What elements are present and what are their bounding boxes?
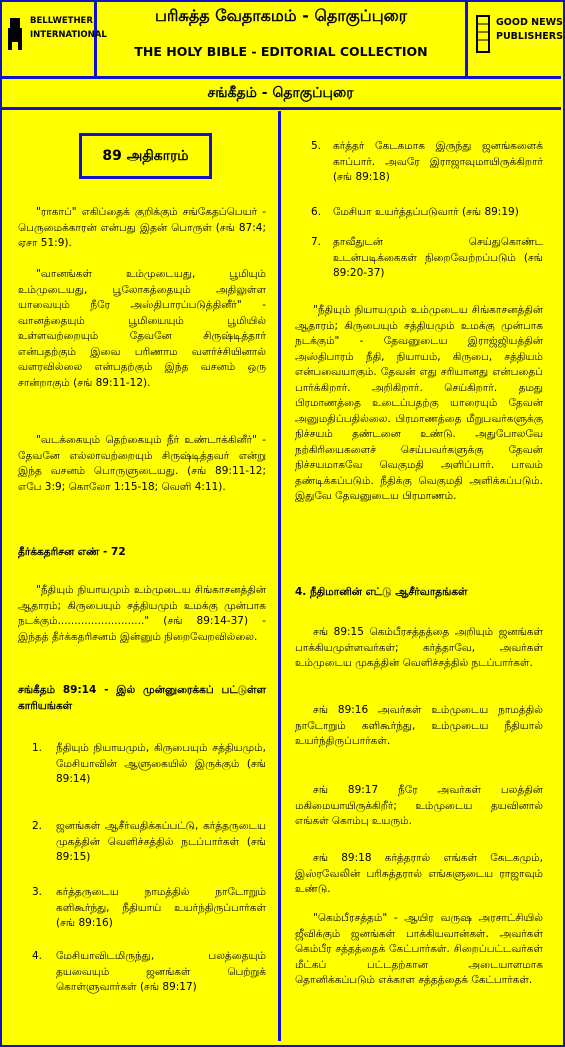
left-paragraph-1: "ராகாப்" எகிப்தைக் குறிக்கும் சங்கேதப்பெயர் - பெருமைக்காரன் என்பது இதன் பொருள் (சங் 87:4; ஏசா 51:9). xyxy=(18,206,266,249)
item-6-number: 6. xyxy=(311,206,322,218)
item-1-number: 1. xyxy=(32,742,43,754)
logo-left-line2: INTERNATIONAL xyxy=(30,30,107,40)
item-3-number: 3. xyxy=(32,886,43,898)
item-4-number: 4. xyxy=(32,950,43,962)
header xyxy=(0,0,561,79)
item-7-number: 7. xyxy=(311,236,322,248)
logo-left-line1: BELLWETHER xyxy=(30,16,93,26)
item-6-text: மேசியா உயர்த்தப்படுவார் (சங் 89:19) xyxy=(333,206,519,218)
logo-right-line2: PUBLISHERS xyxy=(496,31,563,42)
chapter-box: 89 அதிகாரம் xyxy=(79,133,212,179)
right-paragraph-kembeera: "கெம்பீரசத்தம்" - ஆயிர வருஷ அரசாட்சியில் ஜீவிக்கும் ஜனங்கள் பாக்கியவான்கள். அவர்கள் கெம்பீர சத்தத்தைக் கேட்பார்கள். சிறைப்பட்டவர்கள் மீட்கப் பட்டதற்கான அடையாளமாக தொனிக்கப்படும் எக்காள சத்தத்தைக் கேட்பார்கள். xyxy=(295,912,543,986)
header-title: பரிசுத்த வேதாகமம் - தொகுப்புரை xyxy=(154,6,408,25)
verse-89-15: சங் 89:15 கெம்பீரசத்தத்தை அறியும் ஜனங்கள் பாக்கியமுள்ளவர்கள்; கர்த்தாவே, அவர்கள் உம்முடைய முகத்தின் வெளிச்சத்தில் நடப்பார்கள். xyxy=(295,626,543,669)
item-2-text: ஜனங்கள் ஆசீர்வதிக்கப்பட்டு, கர்த்தருடைய முகத்தின் வெளிச்சத்தில் நடப்பார்கள் (சங் 89:15) xyxy=(56,820,266,863)
left-column xyxy=(4,111,281,1041)
bellwether-logo xyxy=(0,0,107,76)
item-1-text: நீதியும் நியாயமும், கிருபையும் சத்தியமும், மேசியாவின் ஆளுகையில் இருக்கும் (சங் 89:14) xyxy=(56,742,266,785)
verse-89-17: சங் 89:17 நீரே அவர்கள் பலத்தின் மகிமையாயிருக்கிறீர்; உம்முடைய தயவினால் எங்கள் கொம்பு உயரும். xyxy=(295,784,543,827)
section-title: சங்கீதம் - தொகுப்புரை xyxy=(0,79,561,110)
scroll-figure-icon xyxy=(474,12,494,56)
header-subtitle: THE HOLY BIBLE - EDITORIAL COLLECTION xyxy=(134,44,428,59)
blessings-heading: 4. நீதிமானின் எட்டு ஆசீர்வாதங்கள் xyxy=(295,586,468,598)
ram-figure-icon xyxy=(6,12,26,52)
good-news-logo xyxy=(465,0,561,76)
foretold-heading: சங்கீதம் 89:14 - இல் முன்னுரைக்கப் பட்டுள்ள காரியங்கள் xyxy=(18,684,266,712)
item-4-text: மேசியாவிடமிருந்து, பலத்தையும் தயவையும் ஜனங்கள் பெற்றுக் கொள்ளுவார்கள் (சங் 89:17) xyxy=(56,950,266,993)
left-paragraph-2: "வானங்கள் உம்முடையது, பூமியும் உம்முடையது, பூலோகத்தையும் அதிலுள்ள யாவையும் நீரே அஸ்திபாரப்படுத்தினீர்" - வானத்தையும் பூமியையும் பூமியில் உள்ளவற்றையும் தேவனே சிருஷ்டித்தார் என்பதற்கும் இவை பரிணாம வளர்ச்சியினால் வளரவில்லை என்பதற்கும் இந்த வசனம் ஒரு சான்றாகும் (சங் 89:11-12). xyxy=(18,268,266,389)
left-paragraph-4: "நீதியும் நியாயமும் உம்முடைய சிங்காசனத்தின் ஆதாரம்; கிருபையும் சத்தியமும் உமக்கு முன்பாக நடக்கும்.........................." (சங் 89:14-37) - இந்தத் தீர்க்கதரிசனம் இன்னும் நிறைவேறவில்லை. xyxy=(18,584,266,643)
verse-89-16: சங் 89:16 அவர்கள் உம்முடைய நாமத்தில் நாடோறும் களிகூர்ந்து, உம்முடைய நீதியால் உயர்ந்திருப்பார்கள். xyxy=(295,704,543,747)
logo-right-line1: GOOD NEWS xyxy=(496,17,563,28)
left-paragraph-3: "வடக்கையும் தெற்கையும் நீர் உண்டாக்கினீர்" - தேவனே எல்லாவற்றையும் சிருஷ்டித்தவர் என்று இந்த வசனம் பொருளுடையது. (சங் 89:11-12; எபே 3:9; கொலோ 1:15-18; வெளி 4:11). xyxy=(18,434,266,493)
item-5-number: 5. xyxy=(311,140,322,152)
prophecy-heading: தீர்க்கதரிசன எண் - 72 xyxy=(18,546,126,558)
item-2-number: 2. xyxy=(32,820,43,832)
verse-89-18: சங் 89:18 கர்த்தரால் எங்கள் கேடகமும், இஸ்ரவேலின் பரிசுத்தரால் எங்களுடைய ராஜாவும் உண்டு. xyxy=(295,852,543,895)
right-paragraph-1: "நீதியும் நியாயமும் உம்முடைய சிங்காசனத்தின் ஆதாரம்; கிருபையும் சத்தியமும் உமக்கு முன்பாக நடக்கும்" - தேவனுடைய இராஜ்ஜியத்தின் அஸ்திபாரம் நீதி, நியாயம், கிருபை, சத்தியம் என்பவையாகும். தேவன் எது சரியானது என்பதைப் பார்க்கிறார். அறிகிறார். செய்கிறார். தமது பிரமாணத்தை உடைப்பதற்கு யாரையும் தேவன் அனுமதிப்பதில்லை. பிரமாணத்தை மீறுபவர்களுக்கு நிச்சயம் தண்டனை உண்டு. அதுபோலவே நற்கிரியைகளைச் செய்பவர்களுக்கு தேவன் நிச்சயமாகவே வெகுமதி அளிப்பார். பாவம் தண்டிக்கப்படும். நீதிக்கு வெகுமதி அளிக்கப்படும். இதுவே தேவனுடைய பிரமாணம். xyxy=(295,304,543,502)
item-5-text: கர்த்தர் கேடகமாக இருந்து ஜனங்களைக் காப்பார். அவரே இராஜாவுமாயிருக்கிறார் (சங் 89:18) xyxy=(333,140,543,183)
item-3-text: கர்த்தருடைய நாமத்தில் நாடோறும் களிகூர்ந்து, நீதியாய் உயர்ந்திருப்பார்கள் (சங் 89:16) xyxy=(56,886,266,929)
item-7-text: தாவீதுடன் செய்துகொண்ட உடன்படிக்கைகள் நிறைவேற்றப்படும் (சங் 89:20-37) xyxy=(333,236,543,279)
